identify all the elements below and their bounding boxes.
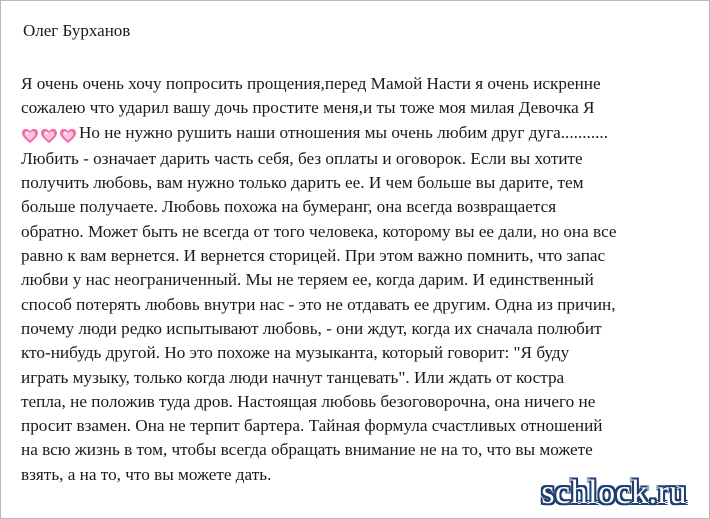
post-line: способ потерять любовь внутри нас - это не отдавать ее другим. Одна из причин,	[21, 294, 616, 314]
post-text	[21, 72, 691, 487]
post-line: обратно. Может быть не всегда от того человека, которому вы ее дали, но она все	[21, 221, 617, 241]
sparkling-heart-icon	[59, 128, 77, 144]
post-line: больше получаете. Любовь похожа на бумеранг, она всегда возвращается	[21, 197, 557, 217]
site-watermark: schlock.ru	[541, 474, 687, 511]
post-line: взять, а на то, что вы можете дать.	[21, 464, 272, 484]
post-line: Я очень очень хочу попросить прощения,перед Мамой Насти я очень искренне	[21, 74, 601, 93]
post-line: Любить - означает дарить часть себя, без оплаты и оговорок. Если вы хотите	[21, 148, 583, 168]
post-line: получить любовь, вам нужно только дарить ее. И чем больше вы дарите, тем	[21, 173, 584, 193]
sparkling-heart-icon	[21, 128, 39, 144]
sparkling-heart-icon	[40, 128, 58, 144]
author-name: Олег Бурханов	[23, 21, 131, 40]
post-line: почему люди редко испытывают любовь, - они ждут, когда их сначала полюбит	[21, 318, 602, 338]
post-line: кто-нибудь другой. Но это похоже на музыканта, который говорит: "Я буду	[21, 343, 570, 363]
post-line: любви у нас неограниченный. Мы не теряем ее, когда дарим. И единственный	[21, 270, 594, 290]
post-line: просит взамен. Она не терпит бартера. Тайная формула счастливых отношений	[21, 416, 603, 436]
post-line: сожалею что ударил вашу дочь простите меня,и ты тоже моя милая Девочка Я	[21, 98, 595, 118]
post-line: тепла, не положив туда дров. Настоящая любовь безоговорочна, она ничего не	[21, 391, 596, 411]
sparkling-hearts	[21, 123, 78, 147]
post-line-with-emoji	[21, 121, 691, 147]
post-line: играть музыку, только когда люди начнут танцевать". Или ждать от костра	[21, 367, 565, 387]
post-line-text: Но не нужно рушить наши отношения мы очень любим друг дуга...........	[79, 122, 609, 142]
post-line: на всю жизнь в том, чтобы всегда обращать внимание не на то, что вы можете	[21, 440, 593, 460]
post-line: равно к вам вернется. И вернется сторицей. При этом важно помнить, что запас	[21, 246, 606, 266]
